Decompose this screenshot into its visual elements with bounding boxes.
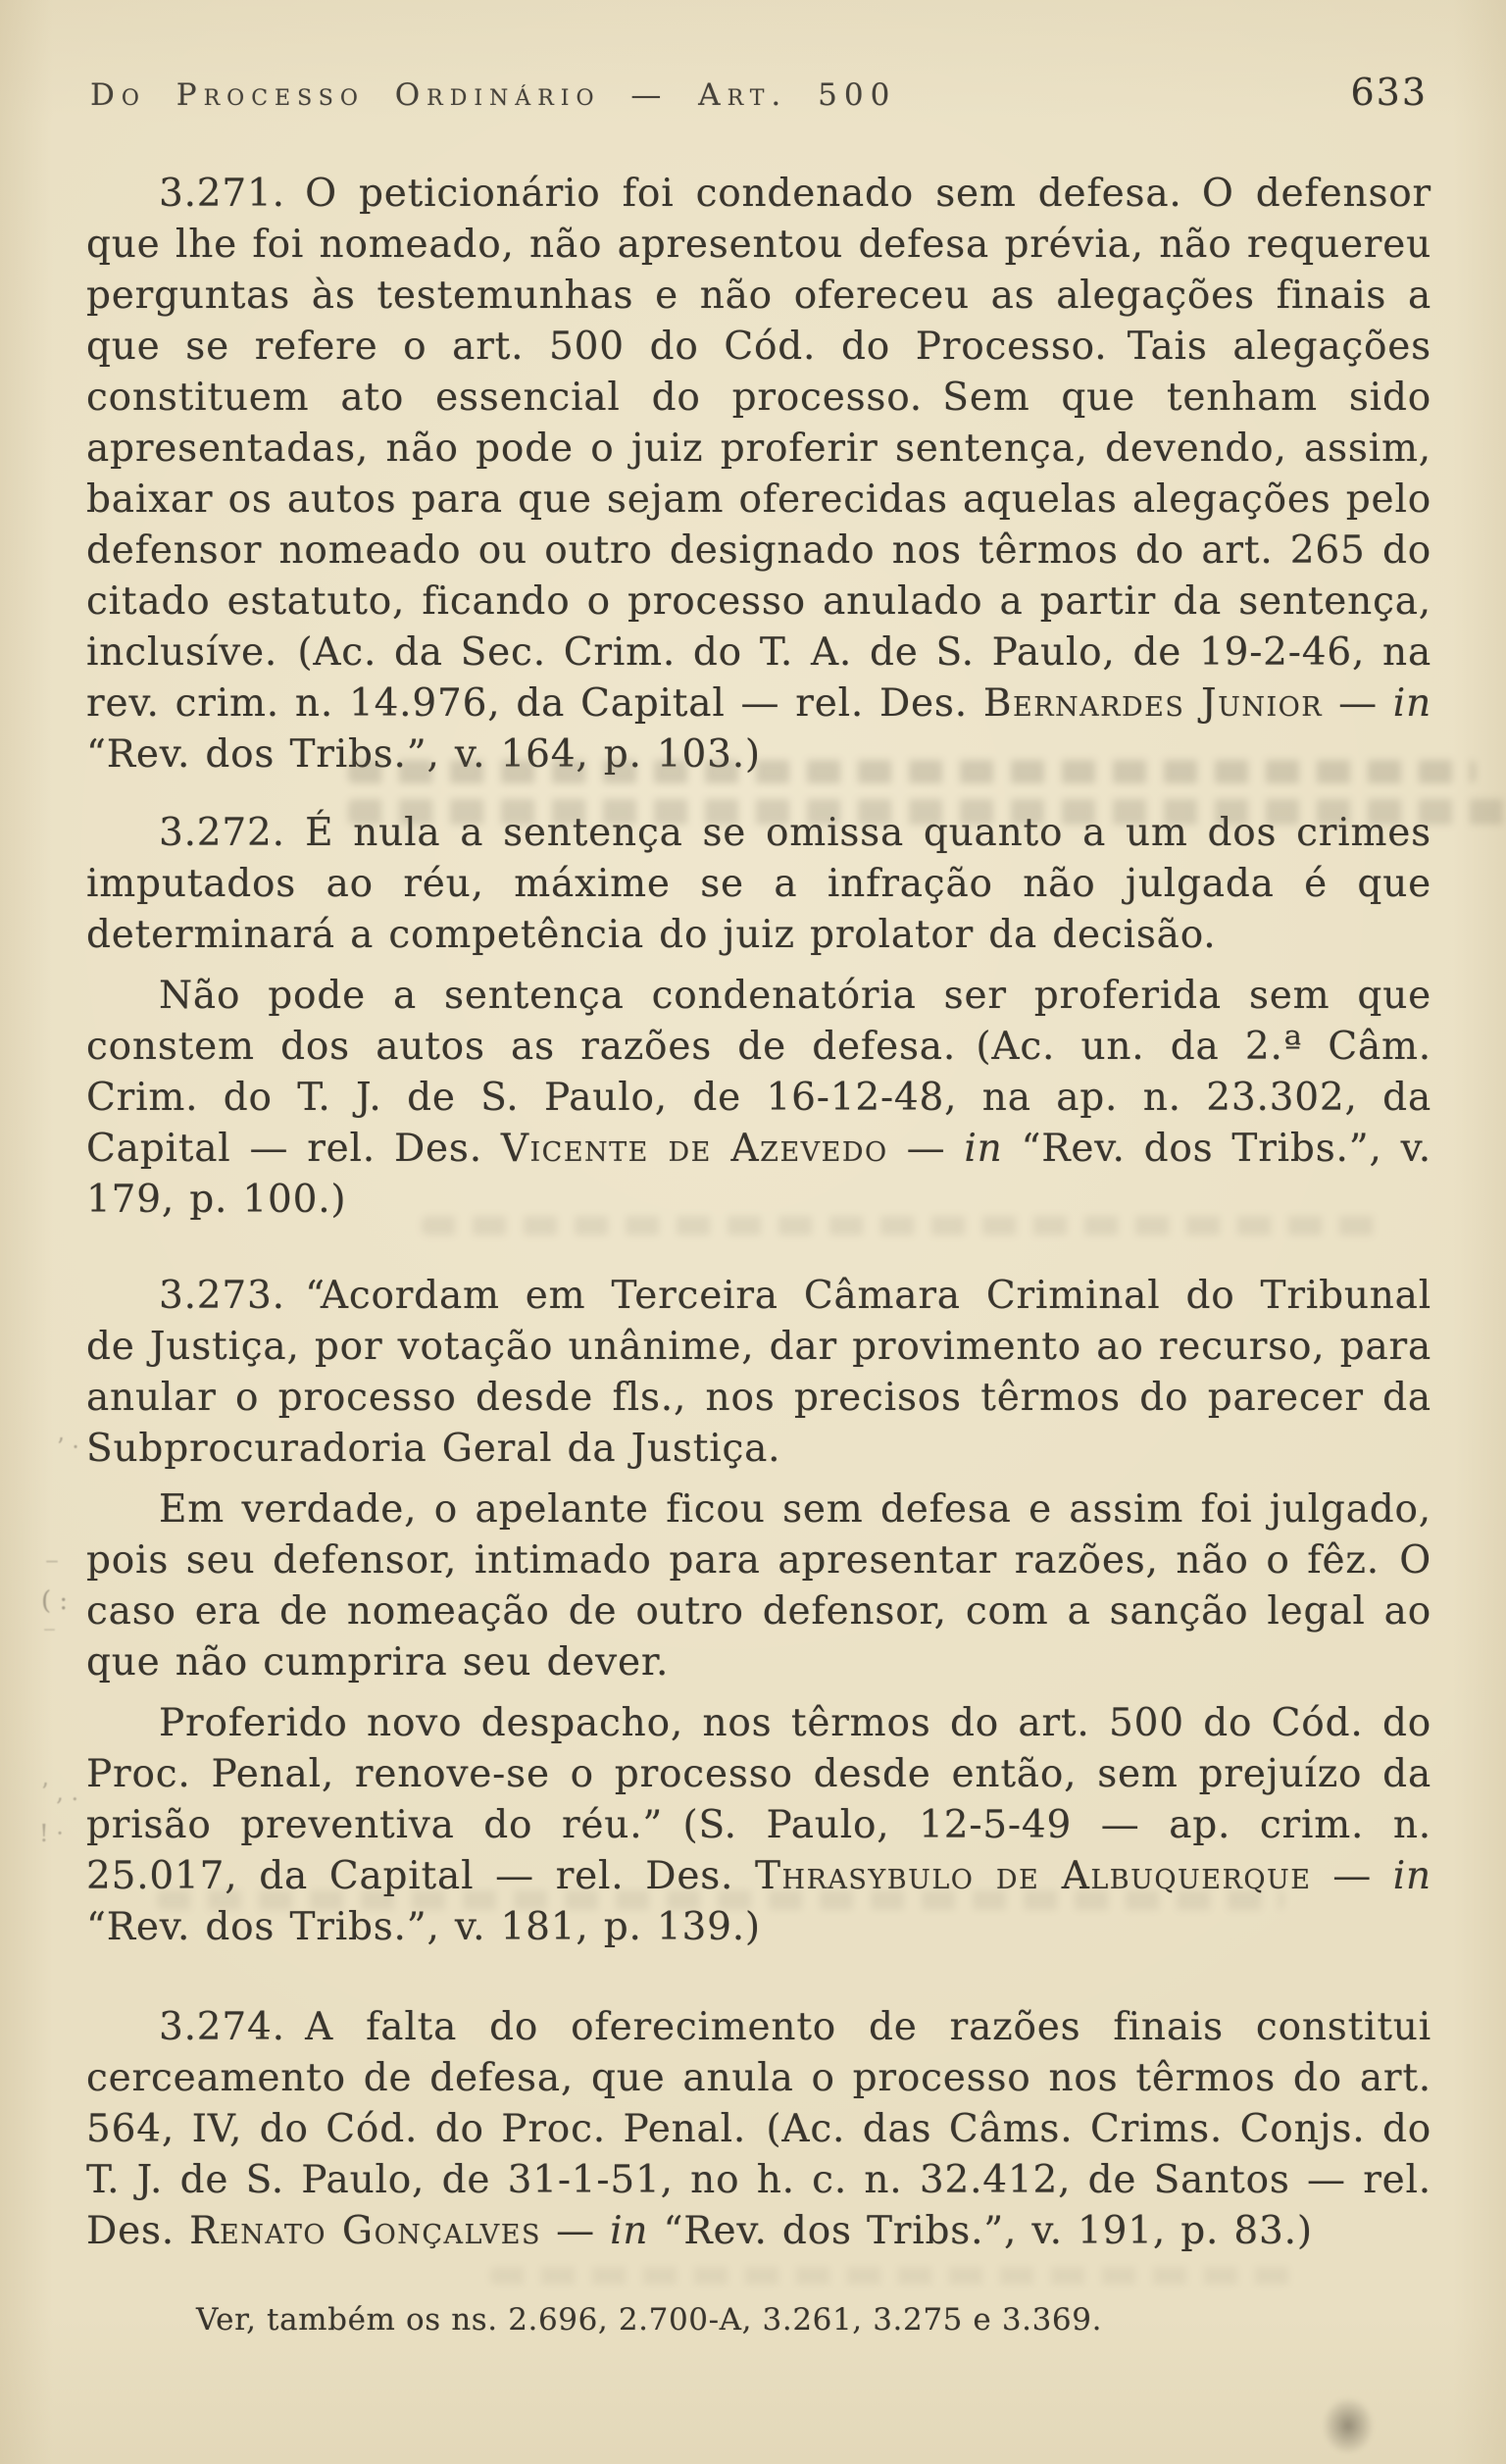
paragraph-3274	[86, 2002, 1431, 2257]
text-run: —	[1311, 1854, 1393, 1898]
italic-term: in	[1392, 1854, 1431, 1898]
scan-speck: ! ·	[39, 1820, 64, 1847]
scan-speck: ’ , .	[41, 1779, 79, 1806]
paragraph-3271	[86, 169, 1431, 780]
judge-name: Bernardes Junior	[982, 681, 1324, 726]
paragraph-3272-part-2	[86, 971, 1431, 1226]
judge-name: Renato Gonçalves	[189, 2209, 541, 2253]
text-run: Em verdade, o apelante ficou sem defesa e assim foi julgado, pois seu defensor, intimado para apresentar razões, não o fêz. O caso era de nomeação de outro defensor, com a sanção legal ao que não cumprira seu dever.	[86, 1487, 1431, 1685]
page-body	[86, 169, 1431, 2339]
judge-name: Thrasybulo de Albuquerque	[755, 1854, 1312, 1898]
text-run: “Rev. dos Tribs.”, v. 164, p. 103.)	[86, 732, 761, 777]
text-run: —	[1323, 681, 1393, 726]
italic-term: in	[1392, 681, 1431, 726]
scan-speck: ’ ·	[57, 1433, 79, 1461]
text-run: 3.274. A falta do oferecimento de razões finais constitui cerceamento de defesa, que anula o processo nos têrmos do art. 564, IV, do Cód. do Proc. Penal. (Ac. das Câms. Crims. Conjs. do T. J. de S. Paulo, de 31-1-51, no h. c. n. 32.412, de Santos — rel. Des.	[86, 2005, 1431, 2253]
scan-speck: –	[45, 1543, 59, 1576]
text-run: Proferido novo despacho, nos têrmos do art. 500 do Cód. do Proc. Penal, renove-se o processo desde então, sem prejuízo da prisão preventiva do réu.” (S. Paulo, 12-5-49 — ap. crim. n. 25.017, da Capital — rel. Des.	[86, 1701, 1431, 1898]
page-number: 633	[1350, 71, 1428, 114]
text-run: 3.271. O peticionário foi condenado sem defesa. O defensor que lhe foi nomeado, não apresentou defesa prévia, não requereu perguntas às testemunhas e não ofereceu as alegações finais a que se refere o art. 500 do Cód. do Processo. Tais alegações constituem ato essencial do processo. Sem que tenham sido apresentadas, não pode o juiz proferir sentença, devendo, assim, baixar os autos para que sejam oferecidas aquelas alegações pelo defensor nomeado ou outro designado nos têrmos do art. 265 do citado estatuto, ficando o processo anulado a partir da sentença, inclusíve. (Ac. da Sec. Crim. do T. A. de S. Paulo, de 19-2-46, na rev. crim. n. 14.976, da Capital — rel. Des.	[86, 172, 1431, 726]
paragraph-3273-part-1	[86, 1271, 1431, 1475]
running-title: Do Processo Ordinário — Art. 500	[90, 77, 897, 113]
text-run: Não pode a sentença condenatória ser proferida sem que constem dos autos as razões de defesa. (Ac. un. da 2.ª Câm. Crim. do T. J. de S. Paulo, de 16-12-48, na ap. n. 23.302, da Capital — rel. Des.	[86, 974, 1431, 1171]
text-run: “Rev. dos Tribs.”, v. 179, p. 100.)	[86, 1127, 1431, 1222]
text-run: —	[540, 2209, 611, 2253]
judge-name: Vicente de Azevedo	[500, 1127, 888, 1171]
scan-speck: –	[43, 1614, 56, 1643]
scan-speck: ( :	[41, 1586, 69, 1616]
italic-term: in	[610, 2209, 649, 2253]
paragraph-3273-part-3	[86, 1698, 1431, 1953]
page-header	[90, 71, 1428, 114]
text-run: 3.272. É nula a sentença se omissa quanto a um dos crimes imputados ao réu, máxime se a infração não julgada é que determinará a competência do juiz prolator da decisão.	[86, 811, 1431, 957]
text-run: 3.273. “Acordam em Terceira Câmara Criminal do Tribunal de Justiça, por votação unânime, dar provimento ao recurso, para anular o processo desde fls., nos precisos têrmos do parecer da Subprocuradoria Geral da Justiça.	[86, 1274, 1431, 1471]
text-run: “Rev. dos Tribs.”, v. 191, p. 83.)	[648, 2209, 1313, 2253]
text-run: “Rev. dos Tribs.”, v. 181, p. 139.)	[86, 1905, 761, 1949]
paragraph-3273-part-2	[86, 1484, 1431, 1688]
text-run: —	[887, 1127, 965, 1171]
ink-smudge	[1314, 2388, 1382, 2464]
paragraph-3272-part-1	[86, 808, 1431, 961]
italic-term: in	[964, 1127, 1003, 1171]
cross-reference-note: Ver, também os ns. 2.696, 2.700-A, 3.261, 3.275 e 3.369.	[196, 2302, 1103, 2338]
